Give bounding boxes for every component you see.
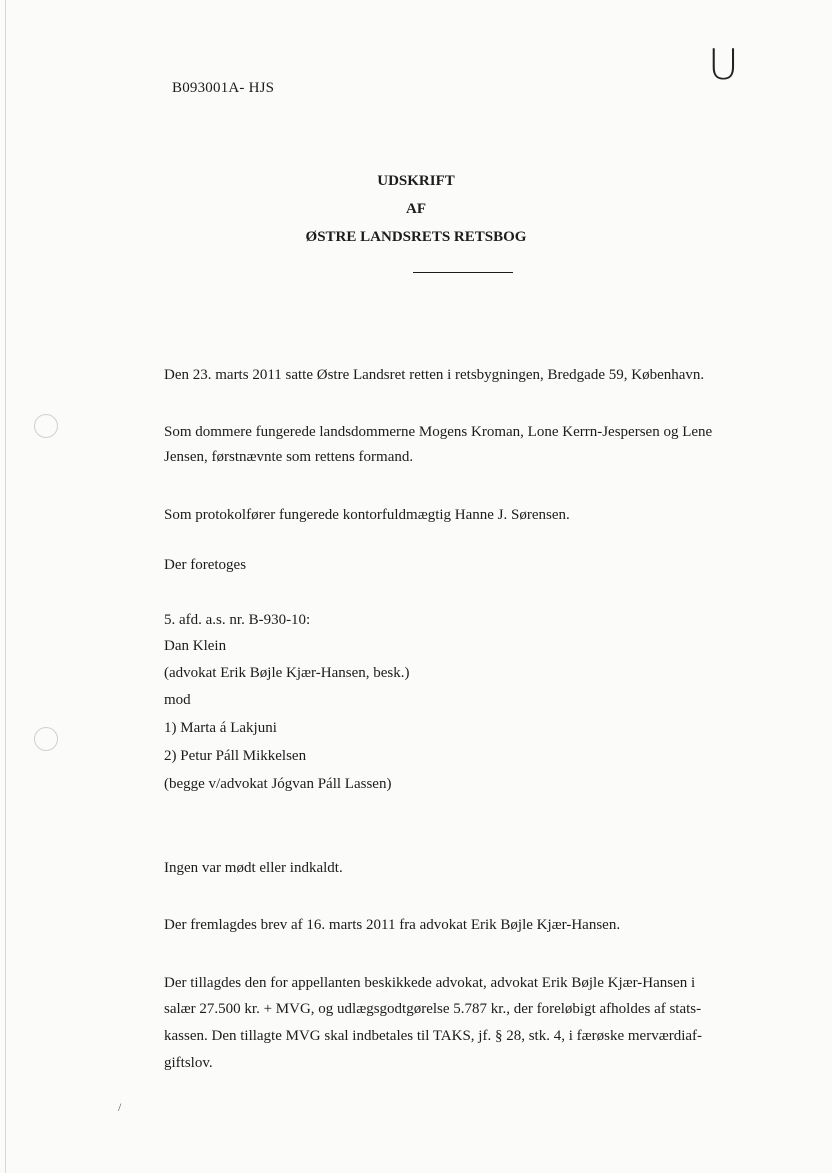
fee-line-3: kassen. Den tillagte MVG skal indbetales til TAKS, jf. § 28, stk. 4, i færøske merværdiaf- [164,1028,703,1044]
respondent-2: 2) Petur Páll Mikkelsen [164,748,307,764]
versus-line: mod [164,692,191,708]
punch-hole-icon [34,727,58,751]
fee-line-4: giftslov. [164,1055,213,1071]
stray-mark-icon: / [118,1100,122,1114]
title-line-3: ØSTRE LANDSRETS RETSBOG [305,229,527,245]
fee-line-2: salær 27.500 kr. + MVG, og udlægsgodtgørelse 5.787 kr., der foreløbigt afholdes af stats- [164,1001,702,1017]
case-reference: B093001A- HJS [172,80,275,96]
title-rule [413,272,513,273]
session-paragraph: Den 23. marts 2011 satte Østre Landsret retten i retsbygningen, Bredgade 59, København. [164,367,705,383]
case-number: 5. afd. a.s. nr. B-930-10: [164,612,311,628]
attendance-line: Ingen var mødt eller indkaldt. [164,860,343,876]
submission-line: Der fremlagdes brev af 16. marts 2011 fra advokat Erik Bøjle Kjær-Hansen. [164,917,621,933]
clerk-paragraph: Som protokolfører fungerede kontorfuldmægtig Hanne J. Sørensen. [164,507,570,523]
handwritten-mark: U [708,40,739,89]
punch-hole-icon [34,414,58,438]
judges-line-2: Jensen, førstnævnte som rettens formand. [164,449,414,465]
judges-line-1: Som dommere fungerede landsdommerne Mogens Kroman, Lone Kerrn-Jespersen og Lene [164,424,713,440]
appellant-counsel: (advokat Erik Bøjle Kjær-Hansen, besk.) [164,665,410,681]
title-line-2: AF [406,201,426,217]
respondent-counsel: (begge v/advokat Jógvan Páll Lassen) [164,776,392,792]
title-line-1: UDSKRIFT [377,173,455,189]
appellant-name: Dan Klein [164,638,227,654]
proceedings-line: Der foretoges [164,557,247,573]
respondent-1: 1) Marta á Lakjuni [164,720,277,736]
fee-line-1: Der tillagdes den for appellanten beskikkede advokat, advokat Erik Bøjle Kjær-Hansen i [164,975,696,991]
